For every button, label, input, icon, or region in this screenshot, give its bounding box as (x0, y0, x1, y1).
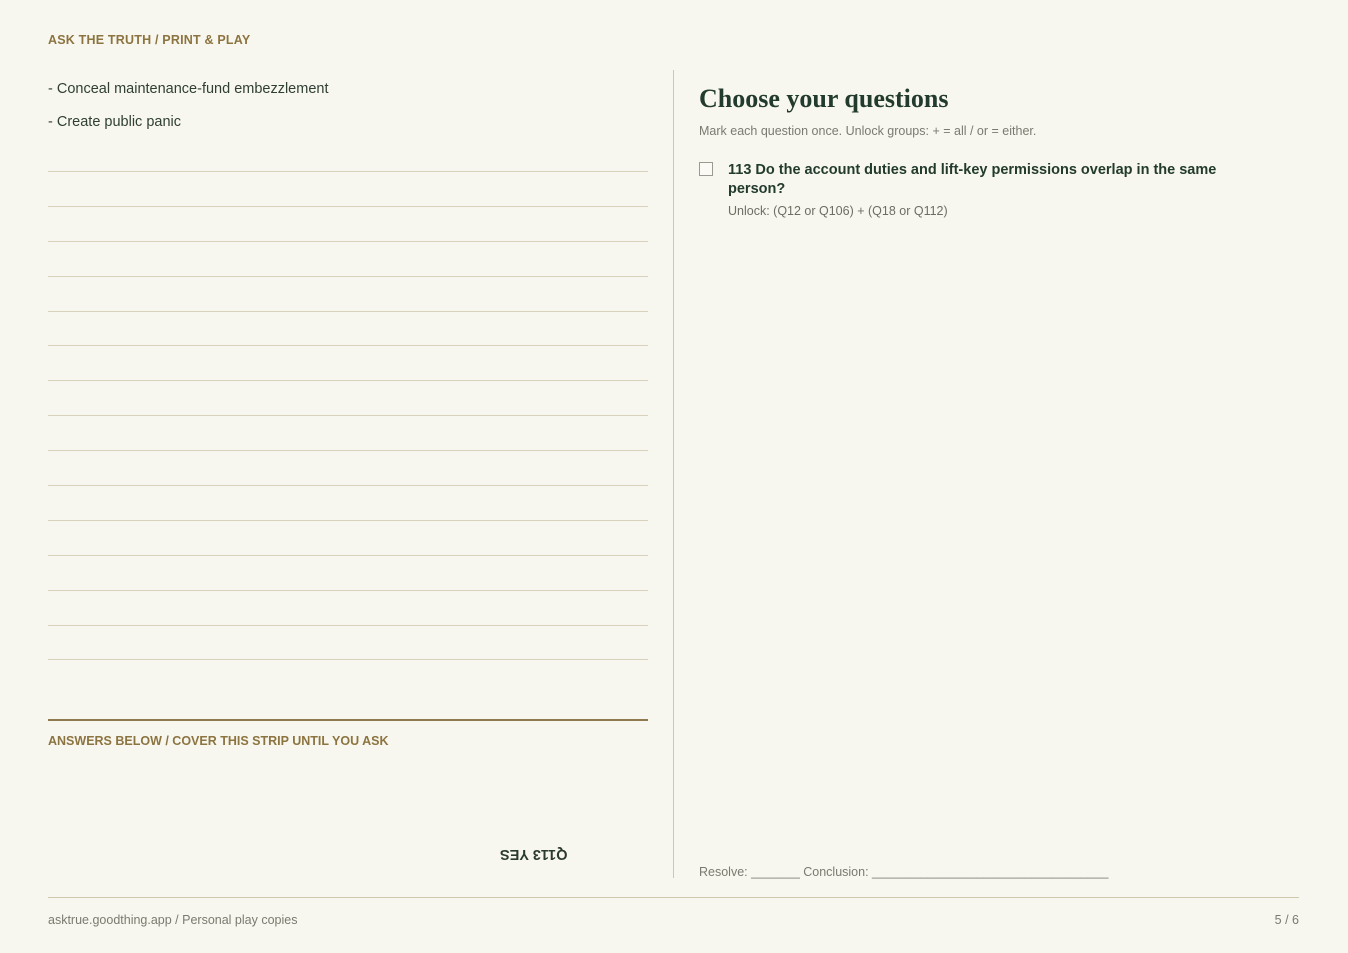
question-unlock: Unlock: (Q12 or Q106) + (Q18 or Q112) (728, 204, 948, 218)
questions-title: Choose your questions (699, 84, 949, 113)
ruled-line (48, 415, 648, 416)
ruled-line (48, 625, 648, 626)
question-checkbox[interactable] (699, 162, 713, 176)
footer-divider (48, 897, 1299, 898)
ruled-writing-area[interactable] (48, 171, 648, 694)
ruled-line (48, 241, 648, 242)
answers-divider (48, 719, 648, 721)
ruled-line (48, 659, 648, 660)
column-divider (673, 70, 674, 878)
questions-panel (699, 82, 1299, 218)
ruled-line (48, 485, 648, 486)
ruled-line (48, 276, 648, 277)
footer-source: asktrue.goodthing.app / Personal play copies (48, 913, 298, 927)
question-text: 113 Do the account duties and lift-key permissions overlap in the same person? (728, 162, 1217, 197)
ruled-line (48, 345, 648, 346)
header-label: ASK THE TRUTH / PRINT & PLAY (48, 33, 251, 47)
ruled-line (48, 380, 648, 381)
ruled-line (48, 171, 648, 172)
hidden-answer: Q113 YES (500, 846, 568, 862)
note-line: - Create public panic (48, 114, 181, 130)
questions-subtitle: Mark each question once. Unlock groups: + = all / or = either. (699, 124, 1037, 138)
question-item (699, 161, 1299, 218)
note-line: - Conceal maintenance-fund embezzlement (48, 81, 329, 97)
ruled-line (48, 520, 648, 521)
ruled-line (48, 590, 648, 591)
ruled-line (48, 311, 648, 312)
resolve-line: Resolve: _______ Conclusion: __________________________________ (699, 865, 1109, 879)
ruled-line (48, 450, 648, 451)
page-number: 5 / 6 (1274, 913, 1299, 927)
answers-label: ANSWERS BELOW / COVER THIS STRIP UNTIL YOU ASK (48, 734, 389, 748)
notes-section (48, 80, 648, 146)
ruled-line (48, 206, 648, 207)
ruled-line (48, 555, 648, 556)
